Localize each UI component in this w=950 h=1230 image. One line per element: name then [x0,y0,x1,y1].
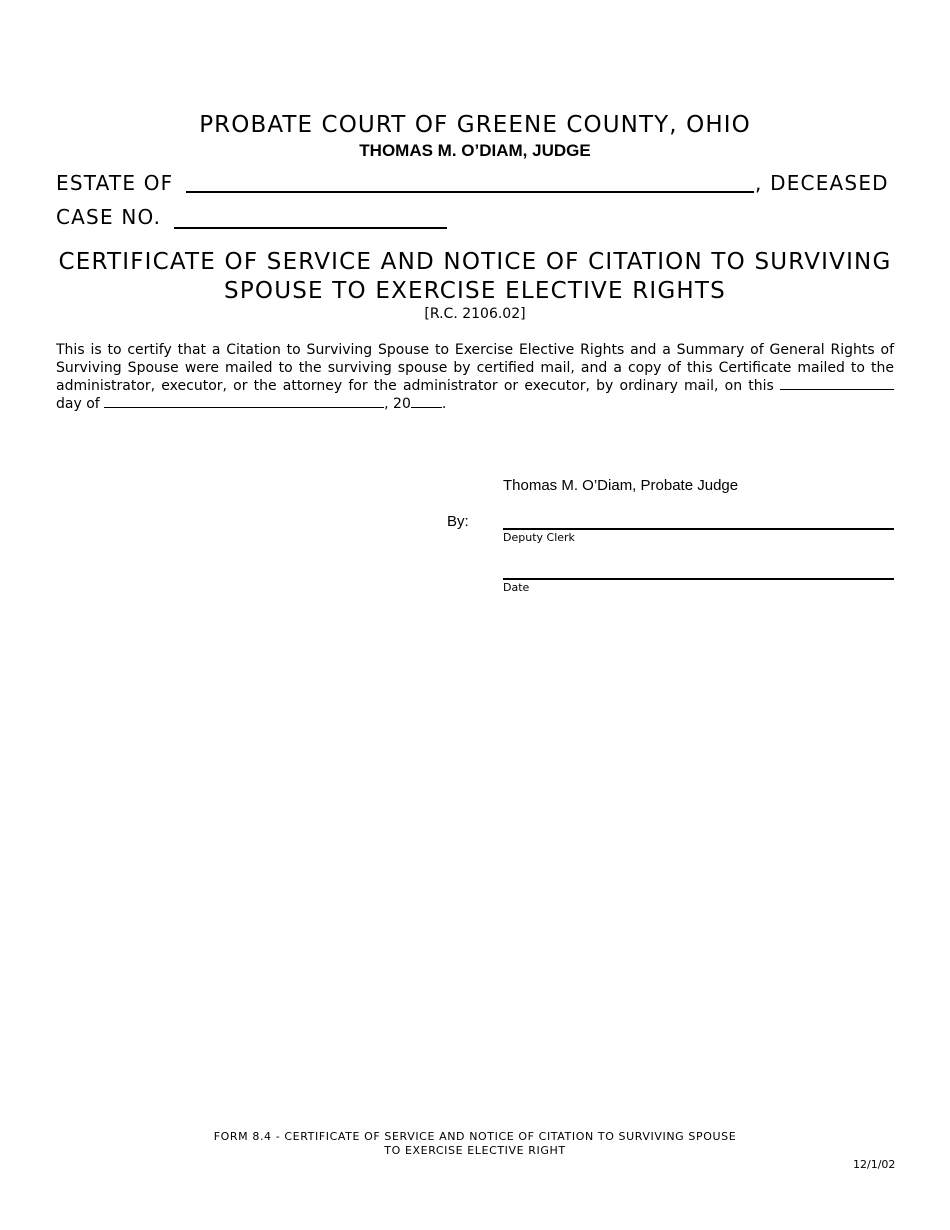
year-field[interactable] [411,395,442,408]
year-prefix-text: , 20 [384,396,411,412]
deputy-clerk-label: Deputy Clerk [503,531,575,544]
period-text: . [441,396,447,412]
case-number-label: CASE NO. [56,205,162,229]
statute-reference: [R.C. 2106.02] [424,306,526,322]
deceased-label: , DECEASED [755,171,889,195]
revision-date: 12/1/02 [853,1158,896,1171]
court-title: PROBATE COURT OF GREENE COUNTY, OHIO [199,112,751,138]
estate-row [56,171,896,197]
signature-date-field[interactable] [503,578,894,580]
day-of-text: day of [56,396,100,412]
day-field[interactable] [780,377,894,390]
judge-name-header: THOMAS M. O’DIAM, JUDGE [359,141,591,160]
certification-paragraph [56,341,894,413]
certification-text: This is to certify that a Citation to Surviving Spouse to Exercise Elective Rights and a Summary of General Rights of Surviving Spouse were mailed to the surviving spouse by certified mail, and a copy of this Certificate mailed to the administrator, executor, or the attorney for the administrator or executor, by ordinary mail, on this [56,342,894,394]
month-field[interactable] [104,395,384,408]
probate-judge-name: Thomas M. O’Diam, Probate Judge [503,477,739,494]
deputy-clerk-signature-field[interactable] [503,528,894,530]
by-label: By: [447,513,469,530]
form-footer [0,1130,950,1158]
document-title-line-1: CERTIFICATE OF SERVICE AND NOTICE OF CITATION TO SURVIVING [58,249,892,275]
case-row [56,205,476,231]
estate-name-field[interactable] [186,191,754,193]
form-footer-line-1: FORM 8.4 - CERTIFICATE OF SERVICE AND NOTICE OF CITATION TO SURVIVING SPOUSE [213,1130,737,1143]
date-label: Date [503,581,530,594]
document-title [40,248,910,306]
estate-of-label: ESTATE OF [56,171,174,195]
document-title-line-2: SPOUSE TO EXERCISE ELECTIVE RIGHTS [224,278,726,304]
form-footer-line-2: TO EXERCISE ELECTIVE RIGHT [384,1144,566,1157]
case-number-field[interactable] [174,227,447,229]
